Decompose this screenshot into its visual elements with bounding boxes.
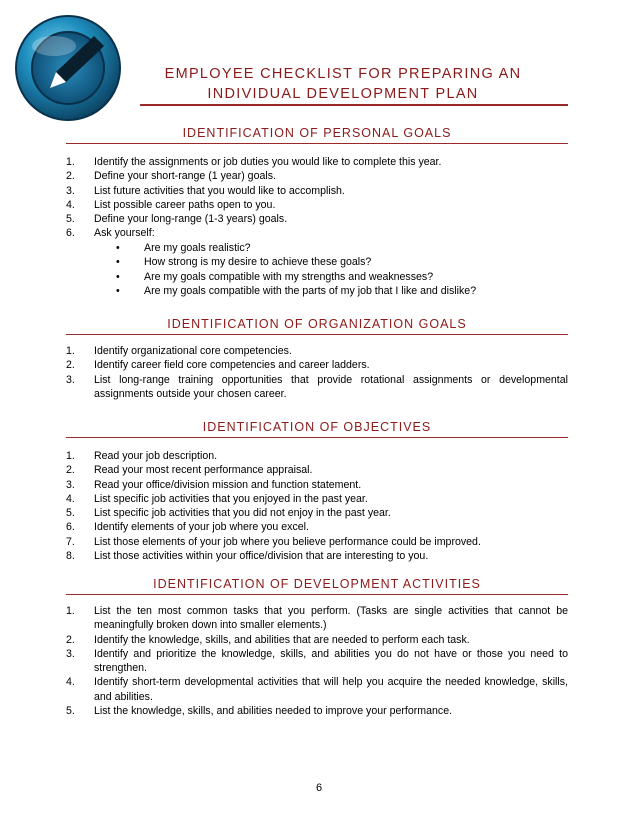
personal-goals-list [66, 155, 568, 241]
list-item: 2. Identify career field core competencies and career ladders. [66, 359, 370, 372]
objectives-list [66, 449, 568, 563]
title-line-2: INDIVIDUAL DEVELOPMENT PLAN [207, 86, 479, 102]
list-item: 6. Ask yourself: [66, 227, 155, 240]
section-divider [66, 334, 568, 335]
bullet-item: • How strong is my desire to achieve these goals? [116, 256, 372, 269]
section-heading-development-activities: IDENTIFICATION OF DEVELOPMENT ACTIVITIES [153, 577, 481, 591]
list-item: 6. Identify elements of your job where you excel. [66, 521, 309, 534]
page-number: 6 [315, 782, 323, 794]
list-item: 5. Define your long-range (1-3 years) goals. [66, 213, 288, 226]
bullet-dot-icon: • [116, 242, 120, 254]
section-divider [66, 437, 568, 438]
list-item: 4. Identify short-term developmental activities that will help you acquire the needed knowledge, skills, and abilities. [66, 676, 568, 703]
section-heading-organization-goals: IDENTIFICATION OF ORGANIZATION GOALS [167, 317, 467, 331]
bullet-dot-icon: • [116, 256, 120, 269]
organization-goals-list [66, 344, 568, 401]
list-item: 1. Read your job description. [66, 450, 218, 462]
section-heading-personal-goals: IDENTIFICATION OF PERSONAL GOALS [182, 126, 452, 140]
list-item: 3. List long-range training opportunities that provide rotational assignments or developmental assignments outside your chosen career. [66, 373, 568, 400]
list-item: 7. List those elements of your job where you believe performance could be improved. [66, 535, 481, 548]
list-item: 4. List possible career paths open to you. [66, 198, 276, 211]
list-item: 1. Identify organizational core competencies. [66, 345, 292, 357]
title-divider [140, 104, 568, 106]
pencil-globe-icon [10, 10, 130, 124]
bullet-item: • Are my goals realistic? [116, 242, 251, 254]
list-item: 8. List those activities within your office/division that are interesting to you. [66, 550, 429, 563]
list-item: 3. Identify and prioritize the knowledge, skills, and abilities you do not have or those you need to strengthen. [66, 647, 568, 675]
section-divider [66, 143, 568, 144]
section-heading-objectives: IDENTIFICATION OF OBJECTIVES [202, 420, 432, 434]
list-item: 3. List future activities that you would like to accomplish. [66, 184, 345, 197]
page-title [148, 64, 538, 104]
list-item: 4. List specific job activities that you enjoyed in the past year. [66, 492, 368, 505]
bullet-item: • Are my goals compatible with the parts of my job that I like and dislike? [116, 284, 477, 297]
list-item: 5. List the knowledge, skills, and abilities needed to improve your performance. [66, 705, 453, 718]
bullet-dot-icon: • [116, 270, 120, 283]
list-item: 2. Read your most recent performance appraisal. [66, 464, 313, 477]
list-item: 1. List the ten most common tasks that you perform. (Tasks are single activities that cannot be meaningfully broken down into smaller elements.) [66, 605, 568, 632]
development-activities-list [66, 604, 568, 718]
list-item: 3. Read your office/division mission and function statement. [66, 478, 362, 491]
list-item: 5. List specific job activities that you did not enjoy in the past year. [66, 507, 391, 520]
ask-yourself-bullets [116, 241, 556, 298]
list-item: 1. Identify the assignments or job duties you would like to complete this year. [66, 156, 442, 168]
list-item: 2. Identify the knowledge, skills, and abilities that are needed to perform each task. [66, 633, 470, 646]
bullet-dot-icon: • [116, 284, 120, 297]
title-line-1: EMPLOYEE CHECKLIST FOR PREPARING AN [164, 66, 522, 82]
section-divider [66, 594, 568, 595]
bullet-item: • Are my goals compatible with my strengths and weaknesses? [116, 270, 434, 283]
list-item: 2. Define your short-range (1 year) goals. [66, 170, 276, 183]
